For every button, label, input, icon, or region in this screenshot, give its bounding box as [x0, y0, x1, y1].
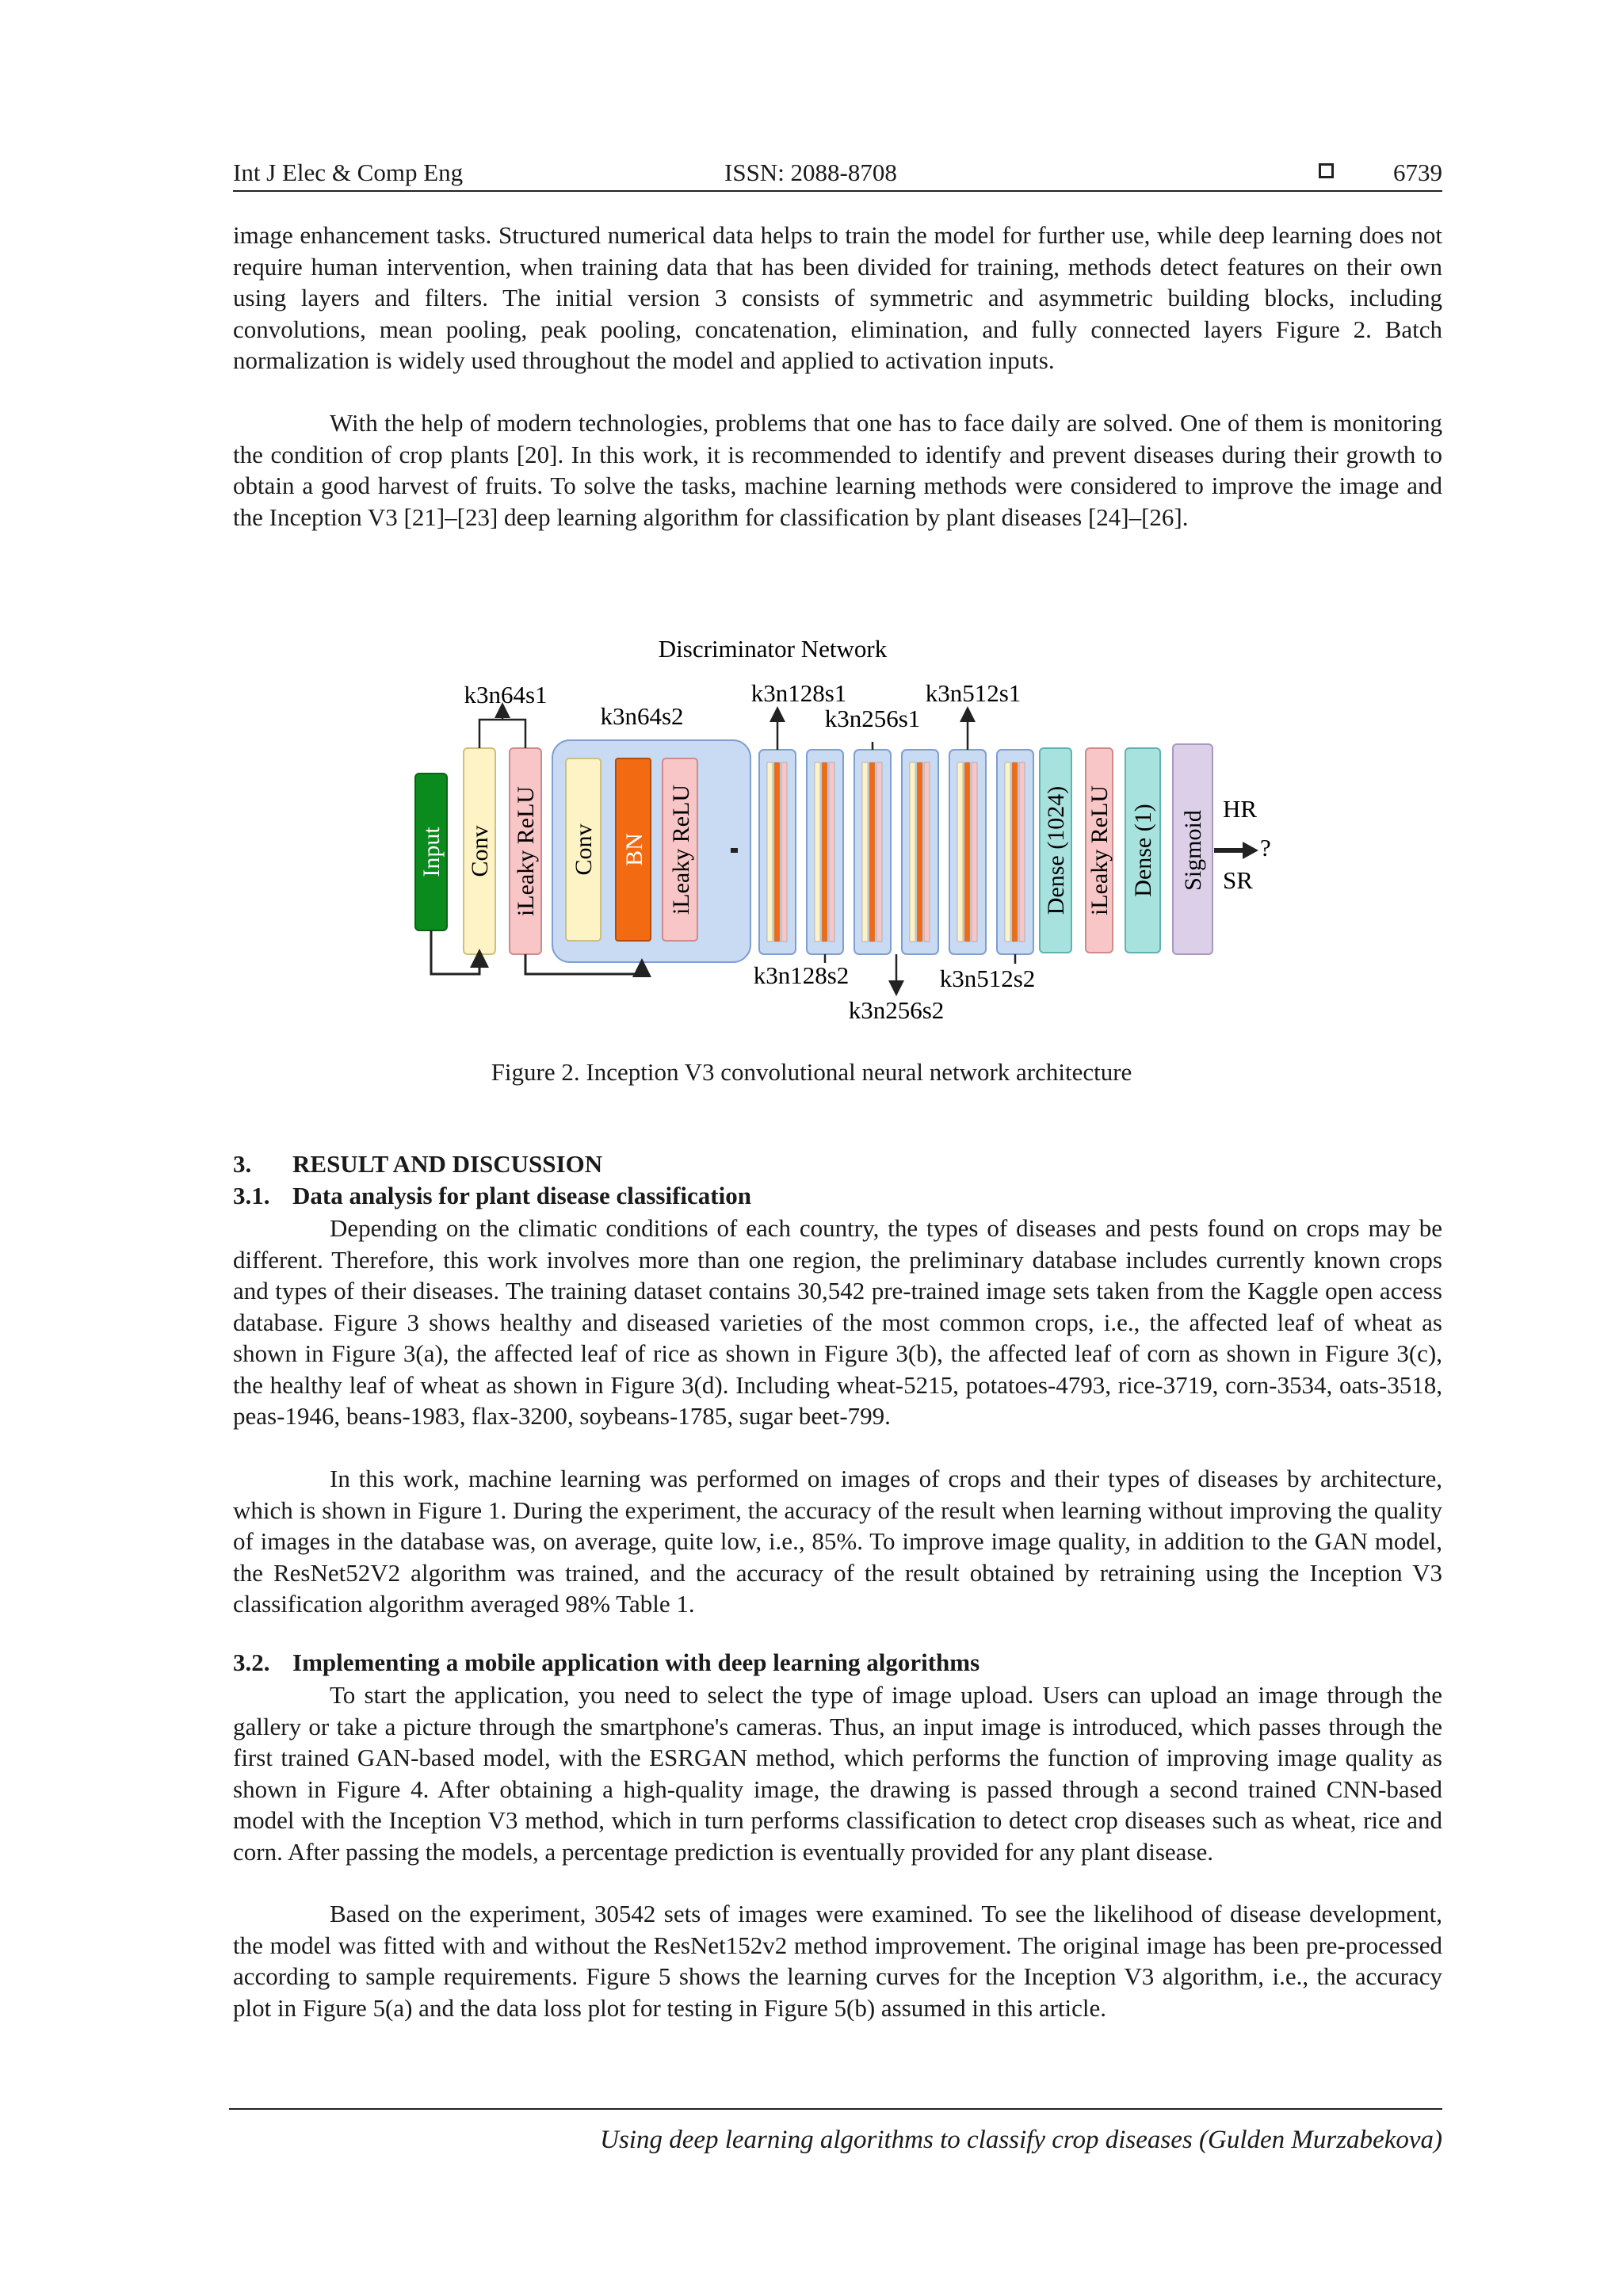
issn: ISSN: 2088-8708	[724, 159, 897, 186]
repeated-conv-blocks	[759, 750, 1033, 954]
hr-label: HR	[1223, 795, 1258, 823]
question-label: ?	[1260, 834, 1271, 861]
page-header	[233, 155, 1442, 192]
section-3-2-heading	[233, 1648, 980, 1677]
conv-stripe-4-2	[972, 762, 977, 942]
label-k3n64s2: k3n64s2	[600, 702, 684, 730]
conv-stripe-1-0	[815, 762, 820, 942]
conv-stripe-2-0	[862, 762, 868, 942]
conv-stripe-5-2	[1019, 762, 1025, 942]
paragraph-6: Based on the experiment, 30542 sets of images were examined. To see the likelihood of disease development, the model was fitted with and without the ResNet152v2 method improvement. The original image has been pre-processed according to sample requirements. Figure 5 shows the learning curves for the Inception V3 algorithm, i.e., the accuracy plot in Figure 5(a) and the data loss plot for testing in Figure 5(b) assumed in this article.	[233, 1900, 1442, 2022]
output-arrow-icon	[1243, 842, 1258, 859]
conv-stripe-5-0	[1005, 762, 1010, 942]
conv-stripe-1-1	[822, 762, 827, 942]
sigmoid-label: Sigmoid	[1180, 810, 1206, 891]
label-k3n64s1: k3n64s1	[464, 681, 548, 709]
leaky-relu-label-2: iLeaky ReLU	[668, 784, 694, 915]
label-k3n512s1: k3n512s1	[925, 679, 1022, 707]
conv-stripe-0-0	[767, 762, 773, 942]
figure-title: Discriminator Network	[658, 635, 888, 663]
conv-stripe-3-1	[917, 762, 922, 942]
label-k3n128s1: k3n128s1	[750, 679, 847, 707]
conv-stripe-0-2	[781, 762, 787, 942]
section-3-2-title: Implementing a mobile application with deep learning algorithms	[292, 1648, 980, 1676]
section-3-title: RESULT AND DISCUSSION	[292, 1150, 603, 1178]
sr-label: SR	[1223, 866, 1253, 894]
conv-stripe-4-0	[957, 762, 963, 942]
connector-dash	[731, 848, 738, 853]
conv-label: Conv	[467, 825, 493, 877]
section-3-2-number: 3.2.	[233, 1648, 270, 1676]
section-3-1-title: Data analysis for plant disease classification	[292, 1182, 751, 1209]
paragraph-5: To start the application, you need to select the type of image upload. Users can upload an image through the gallery or take a picture through the smartphone's cameras. Thus, an input image is introduced, which passes through the first trained GAN-based model, with the ESRGAN method, which performs the function of improving image quality as shown in Figure 4. After obtaining a high-quality image, the drawing is passed through a second trained CNN-based model with the Inception V3 method, which in turn performs classification to detect crop diseases such as wheat, rice and corn. After passing the models, a percentage prediction is eventually provided for any plant disease.	[233, 1681, 1442, 1866]
dense-1-label: Dense (1)	[1130, 804, 1156, 897]
square-bullet-icon	[1319, 163, 1334, 178]
conv-stripe-3-2	[924, 762, 930, 942]
label-k3n256s1: k3n256s1	[824, 705, 921, 732]
label-k3n128s2: k3n128s2	[753, 961, 850, 989]
page-number: 6739	[1393, 159, 1442, 186]
page-footer	[229, 2108, 1442, 2154]
section-3-1-heading	[233, 1182, 751, 1210]
label-k3n256s2: k3n256s2	[848, 996, 945, 1024]
conv-stripe-2-2	[876, 762, 882, 942]
dense-1024-label: Dense (1024)	[1043, 785, 1069, 915]
bn-label: BN	[621, 833, 647, 866]
conv-label-2: Conv	[571, 823, 597, 876]
paragraph-4: In this work, machine learning was performed on images of crops and their types of diseases by architecture, which is shown in Figure 1. During the experiment, the accuracy of the result when learning without improving the quality of images in the database was, on average, quite low, i.e., 85%. To improve image quality, in addition to the GAN model, the ResNet52V2 algorithm was trained, and the accuracy of the result obtained by retraining using the Inception V3 classification algorithm averaged 98% Table 1.	[233, 1465, 1442, 1618]
connector-k3n64s1	[479, 720, 525, 748]
paragraph-2: With the help of modern technologies, problems that one has to face daily are solved. One of them is monitoring the condition of crop plants [20]. In this work, it is recommended to identify and prevent diseases during their growth to obtain a good harvest of fruits. To solve the tasks, machine learning methods were considered to improve the image and the Inception V3 [21]–[23] deep learning algorithm for classification by plant diseases [24]–[26].	[233, 409, 1442, 531]
paragraph-1: image enhancement tasks. Structured numerical data helps to train the model for further use, while deep learning does not require human intervention, when training data that has been divided for training, methods detect features on their own using layers and filters. The initial version 3 consists of symmetric and asymmetric building blocks, including convolutions, mean pooling, peak pooling, concatenation, elimination, and fully connected layers Figure 2. Batch normalization is widely used throughout the model and applied to activation inputs.	[233, 221, 1442, 374]
conv-stripe-0-1	[774, 762, 780, 942]
section-3-heading	[233, 1150, 602, 1179]
input-label: Input	[418, 827, 445, 877]
conv-stripe-3-0	[910, 762, 915, 942]
conv-stripe-5-1	[1012, 762, 1018, 942]
conv-stripe-4-1	[964, 762, 970, 942]
figure-caption: Figure 2. Inception V3 convolutional neural network architecture	[491, 1058, 1132, 1086]
section-3-number: 3.	[233, 1150, 252, 1178]
paragraph-3: Depending on the climatic conditions of each country, the types of diseases and pests found on crops may be different. Therefore, this work involves more than one region, the preliminary database includes currently known crops and types of their diseases. The training dataset contains 30,542 pre-trained image sets taken from the Kaggle open access database. Figure 3 shows healthy and diseased varieties of the most common crops, i.e., the affected leaf of wheat as shown in Figure 3(a), the affected leaf of rice as shown in Figure 3(b), the affected leaf of corn as shown in Figure 3(c), the healthy leaf of wheat as shown in Figure 3(d). Including wheat-5215, potatoes-4793, rice-3719, corn-3534, oats-3518, peas-1946, beans-1983, flax-3200, soybeans-1785, sugar beet-799.	[233, 1214, 1442, 1430]
section-3-1-number: 3.1.	[233, 1182, 270, 1209]
leaky-relu-label: iLeaky ReLU	[513, 785, 539, 917]
footer-citation: Using deep learning algorithms to classify crop diseases (Gulden Murzabekova)	[600, 2126, 1442, 2154]
label-k3n512s2: k3n512s2	[939, 965, 1036, 992]
leaky-relu-label-3: iLeaky ReLU	[1086, 785, 1113, 916]
journal-name: Int J Elec & Comp Eng	[233, 159, 464, 186]
conv-stripe-1-2	[829, 762, 834, 942]
conv-stripe-2-1	[869, 762, 875, 942]
discriminator-network-figure	[404, 621, 1271, 1033]
